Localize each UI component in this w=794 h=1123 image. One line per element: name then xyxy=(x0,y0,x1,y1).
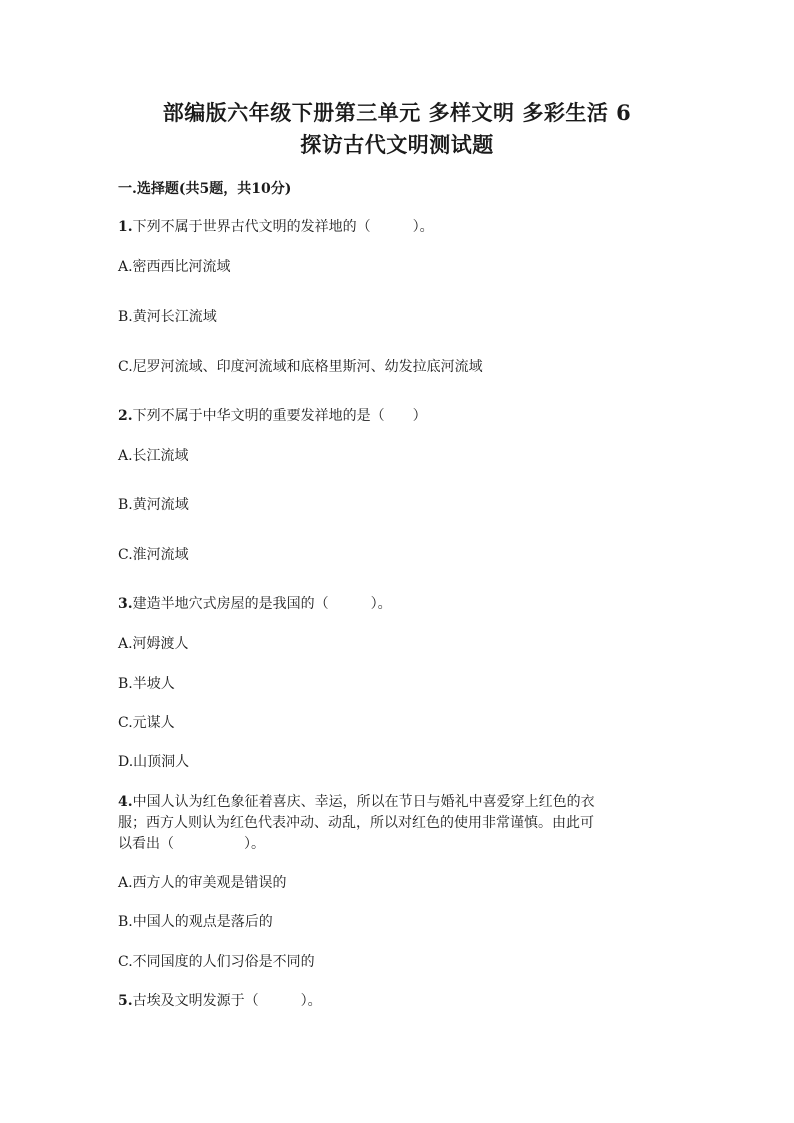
question-4-option-b: B.中国人的观点是落后的 xyxy=(118,914,273,930)
question-2-option-a: A.长江流域 xyxy=(118,448,189,464)
question-3-option-d: D.山顶洞人 xyxy=(118,754,190,770)
question-2-option-b: B.黄河流域 xyxy=(118,497,189,513)
title-line-2: 探访古代文明测试题 xyxy=(300,132,494,157)
question-stem: 古埃及文明发源于（ ）。 xyxy=(132,993,322,1009)
question-3-option-c: C.元谋人 xyxy=(118,715,175,731)
question-4-line-3: 以看出（ ）。 xyxy=(118,836,265,852)
question-3 xyxy=(118,594,392,614)
question-number: 2. xyxy=(118,408,133,424)
question-1 xyxy=(118,217,434,237)
title-line-1: 部编版六年级下册第三单元 多样文明 多彩生活 6 xyxy=(162,100,632,125)
question-2-option-c: C.淮河流域 xyxy=(118,547,189,563)
question-stem-line: 中国人认为红色象征着喜庆、幸运，所以在节日与婚礼中喜爱穿上红色的衣 xyxy=(132,794,595,810)
document-title xyxy=(100,97,694,161)
question-1-option-c: C.尼罗河流域、印度河流域和底格里斯河、幼发拉底河流域 xyxy=(118,359,483,375)
question-number: 1. xyxy=(118,219,133,235)
question-1-option-a: A.密西西比河流域 xyxy=(118,259,231,275)
section-heading: 一.选择题(共5题，共10分) xyxy=(118,181,292,197)
question-5 xyxy=(118,991,322,1011)
question-2 xyxy=(118,406,427,426)
question-1-option-b: B.黄河长江流域 xyxy=(118,309,217,325)
question-4 xyxy=(118,792,678,855)
question-4-option-a: A.西方人的审美观是错误的 xyxy=(118,875,287,891)
question-4-line-1 xyxy=(118,792,678,813)
question-number: 4. xyxy=(118,794,133,810)
question-4-option-c: C.不同国度的人们习俗是不同的 xyxy=(118,954,315,970)
question-3-option-b: B.半坡人 xyxy=(118,676,175,692)
question-stem: 建造半地穴式房屋的是我国的（ ）。 xyxy=(132,596,392,612)
question-number: 5. xyxy=(118,993,133,1009)
question-stem: 下列不属于世界古代文明的发祥地的（ ）。 xyxy=(132,219,434,235)
question-4-line-2: 服；西方人则认为红色代表冲动、动乱，所以对红色的使用非常谨慎。由此可 xyxy=(118,815,594,831)
question-number: 3. xyxy=(118,596,133,612)
question-3-option-a: A.河姆渡人 xyxy=(118,636,189,652)
question-stem: 下列不属于中华文明的重要发祥地的是（ ） xyxy=(132,408,427,424)
